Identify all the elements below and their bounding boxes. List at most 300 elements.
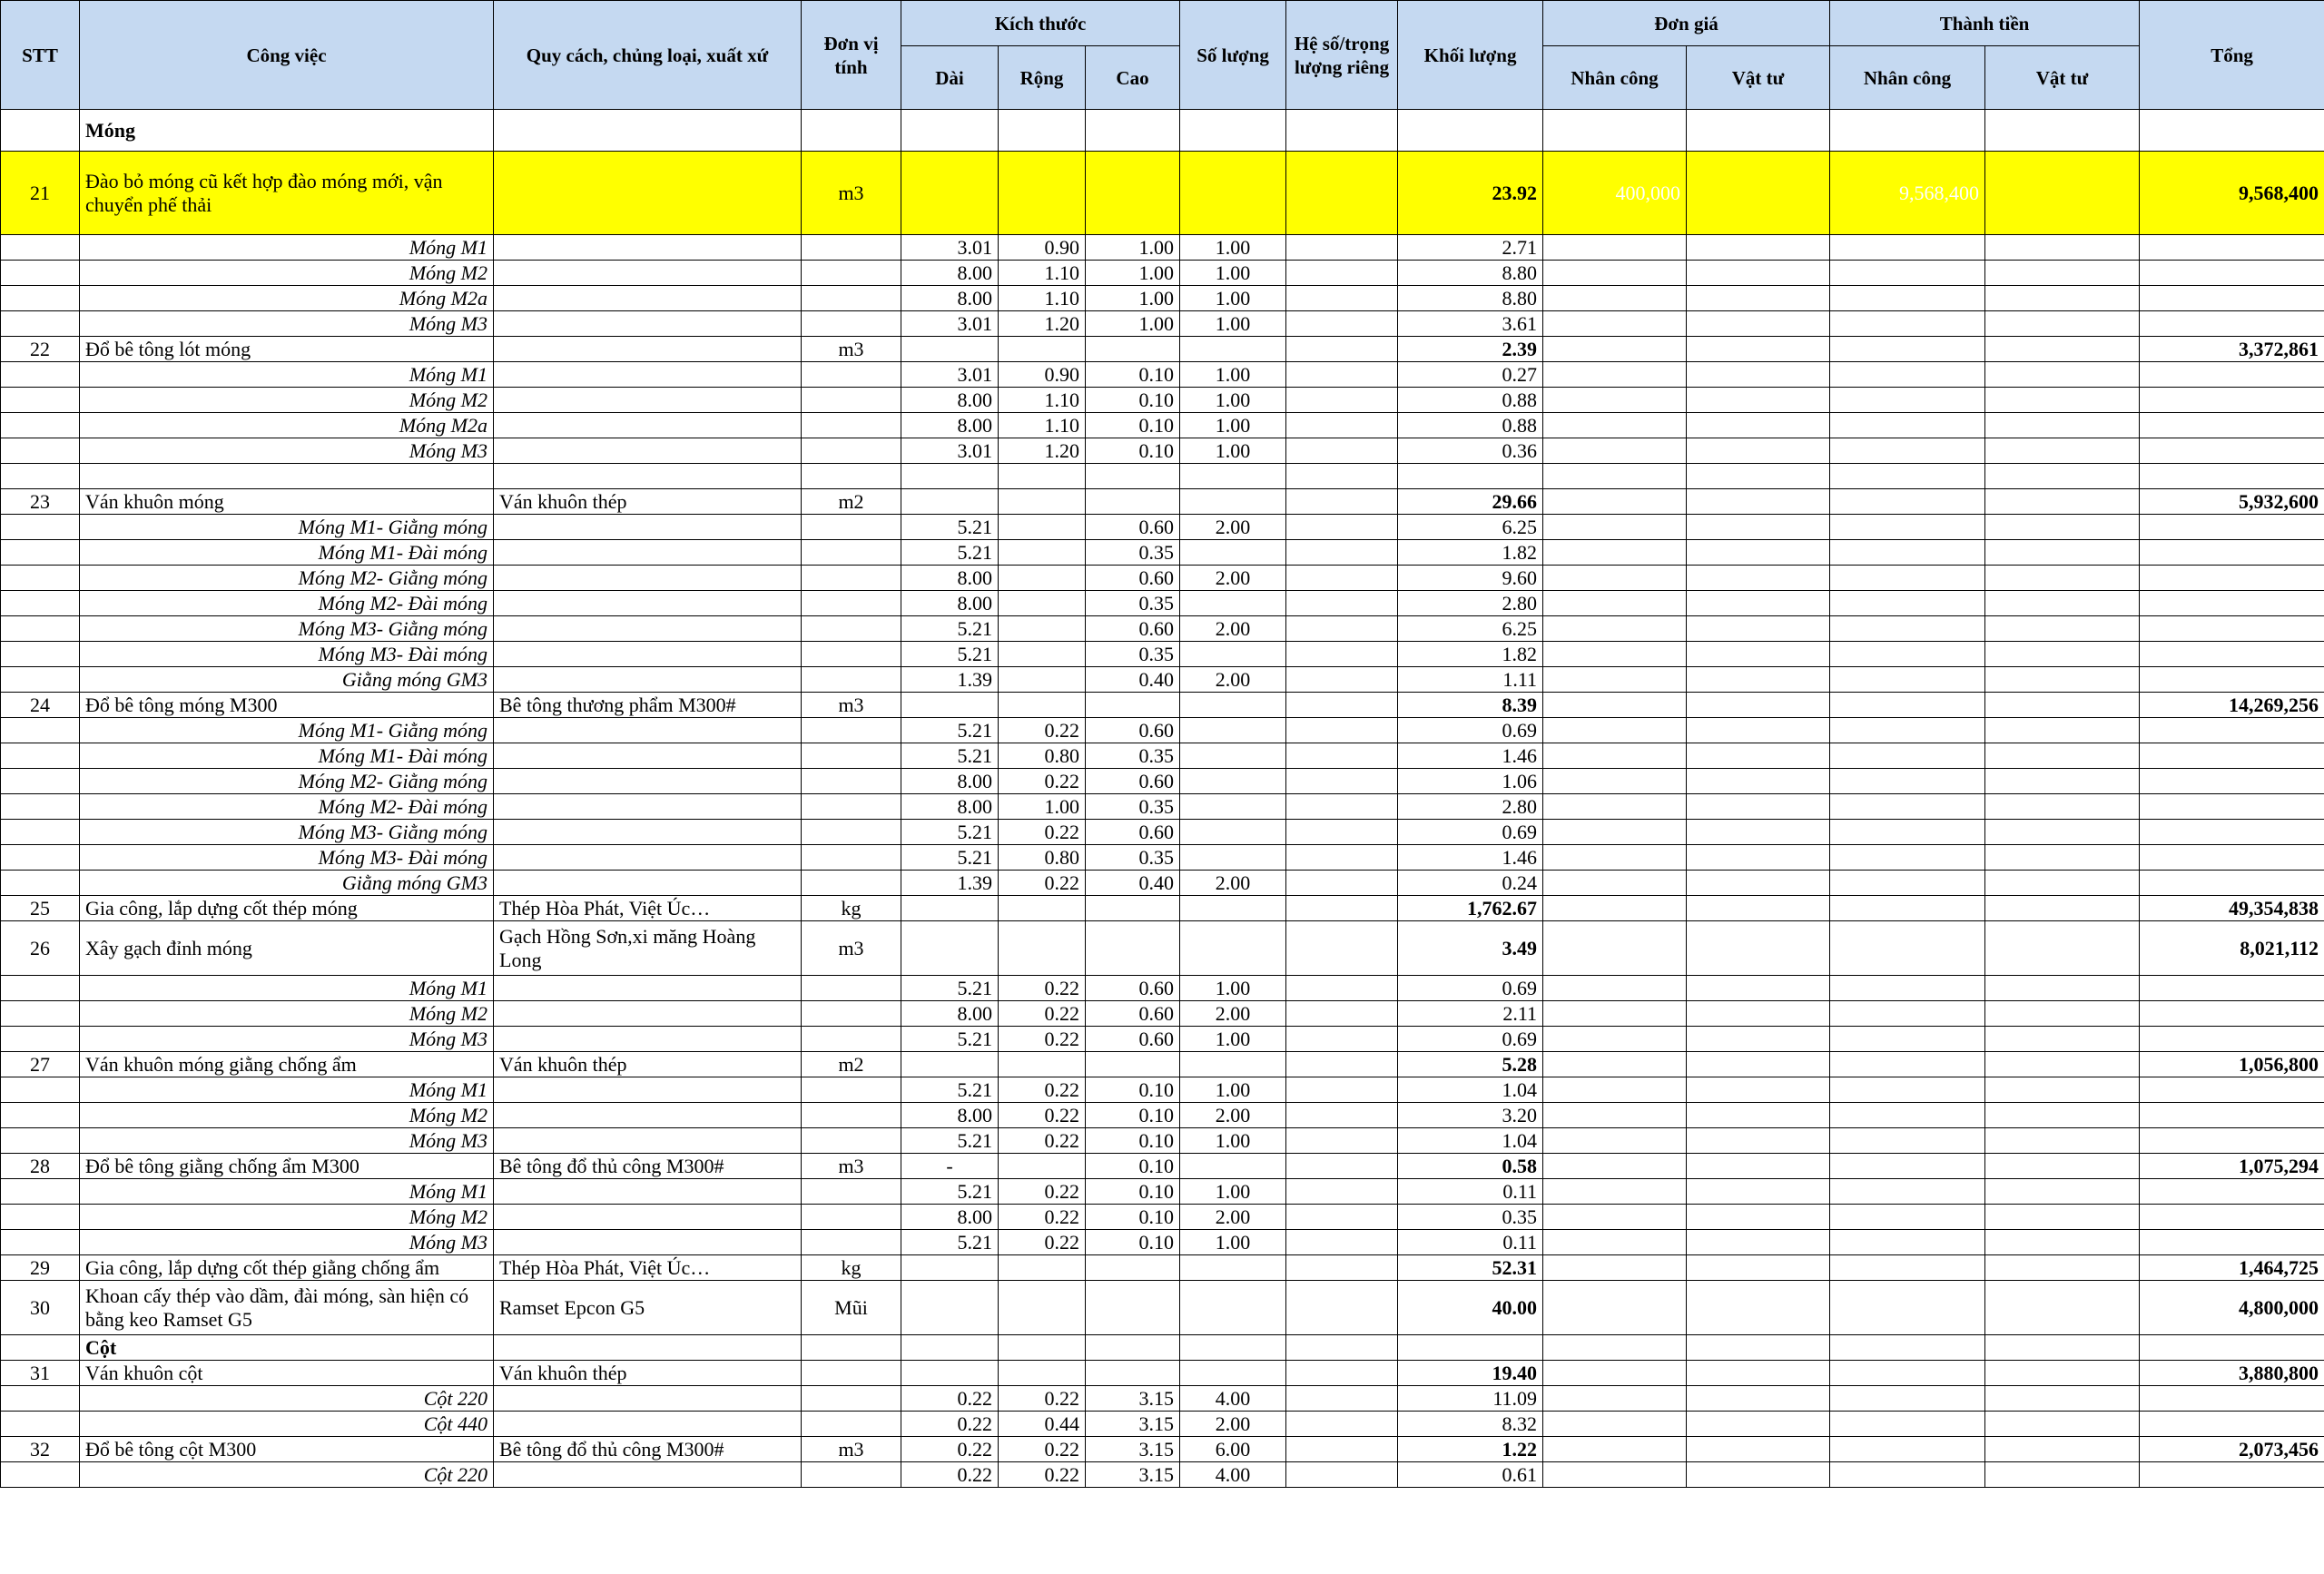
cell-quy-cach: Thép Hòa Phát, Việt Úc… (494, 1255, 802, 1281)
cell-so-luong: 1.00 (1180, 1027, 1286, 1052)
detail-row (1, 1205, 2324, 1230)
cell-don-gia-nhan-cong (1543, 794, 1687, 820)
cell-don-vi (802, 591, 901, 616)
cell-rong: 1.10 (999, 388, 1086, 413)
cell-thanh-tien-nhan-cong (1830, 1437, 1985, 1462)
cell-so-luong: 2.00 (1180, 1205, 1286, 1230)
cell-cong-viec: Cột 220 (80, 1462, 494, 1488)
cell-don-vi (802, 464, 901, 489)
cell-cao: 1.00 (1086, 261, 1180, 286)
cell-khoi-luong: 3.20 (1398, 1103, 1543, 1128)
section-row (1, 110, 2324, 152)
cell-dai (901, 1361, 999, 1386)
cell-stt (1, 515, 80, 540)
cell-don-gia-vat-tu (1687, 235, 1830, 261)
cell-tong (2140, 845, 2324, 871)
cell-don-vi (802, 1077, 901, 1103)
cell-thanh-tien-vat-tu (1985, 1128, 2140, 1154)
cell-cong-viec: Móng M1 (80, 1077, 494, 1103)
cell-cao (1086, 152, 1180, 235)
cell-don-gia-nhan-cong (1543, 286, 1687, 311)
cell-he-so (1286, 1361, 1398, 1386)
cell-cong-viec: Đổ bê tông móng M300 (80, 693, 494, 718)
cell-don-gia-vat-tu (1687, 591, 1830, 616)
cell-quy-cach (494, 642, 802, 667)
cell-khoi-luong: 2.11 (1398, 1001, 1543, 1027)
cell-dai: 1.39 (901, 667, 999, 693)
cell-quy-cach (494, 1386, 802, 1412)
detail-row (1, 616, 2324, 642)
cell-don-gia-nhan-cong (1543, 896, 1687, 921)
cell-don-vi (802, 261, 901, 286)
cell-don-gia-nhan-cong (1543, 1179, 1687, 1205)
cell-tong (2140, 110, 2324, 152)
cell-cao: 0.35 (1086, 591, 1180, 616)
cell-dai (901, 110, 999, 152)
cell-he-so (1286, 1128, 1398, 1154)
cell-he-so (1286, 896, 1398, 921)
cell-tong (2140, 769, 2324, 794)
cell-stt (1, 667, 80, 693)
cell-so-luong: 6.00 (1180, 1437, 1286, 1462)
cell-don-vi (802, 616, 901, 642)
cell-rong: 0.22 (999, 1437, 1086, 1462)
cell-don-vi (802, 1027, 901, 1052)
cell-cao (1086, 1361, 1180, 1386)
cell-cao: 0.40 (1086, 667, 1180, 693)
cell-thanh-tien-vat-tu (1985, 896, 2140, 921)
cell-cao: 3.15 (1086, 1412, 1180, 1437)
cell-he-so (1286, 1154, 1398, 1179)
cell-cong-viec: Móng M2a (80, 286, 494, 311)
cell-khoi-luong: 0.27 (1398, 362, 1543, 388)
detail-row (1, 591, 2324, 616)
cell-he-so (1286, 1001, 1398, 1027)
cell-don-gia-nhan-cong (1543, 1361, 1687, 1386)
cell-don-gia-nhan-cong (1543, 667, 1687, 693)
cell-rong (999, 1335, 1086, 1361)
cell-thanh-tien-nhan-cong (1830, 1462, 1985, 1488)
cell-cong-viec: Móng M3 (80, 1128, 494, 1154)
detail-row (1, 1412, 2324, 1437)
cell-thanh-tien-nhan-cong (1830, 1179, 1985, 1205)
cell-so-luong: 2.00 (1180, 1412, 1286, 1437)
cell-khoi-luong (1398, 110, 1543, 152)
cell-stt (1, 261, 80, 286)
cell-don-vi (802, 438, 901, 464)
cell-dai: 5.21 (901, 515, 999, 540)
cell-thanh-tien-vat-tu (1985, 1052, 2140, 1077)
cell-stt (1, 1077, 80, 1103)
cell-rong (999, 896, 1086, 921)
cell-cong-viec: Móng M1 (80, 235, 494, 261)
cell-khoi-luong: 40.00 (1398, 1281, 1543, 1335)
cell-don-gia-nhan-cong (1543, 1205, 1687, 1230)
header-thanh-tien-vat-tu: Vật tư (1985, 46, 2140, 110)
cell-cong-viec: Móng M3 (80, 311, 494, 337)
cell-thanh-tien-vat-tu (1985, 1361, 2140, 1386)
cell-cao: 0.35 (1086, 642, 1180, 667)
cell-so-luong (1180, 540, 1286, 566)
cell-thanh-tien-vat-tu (1985, 1205, 2140, 1230)
cell-don-gia-vat-tu (1687, 438, 1830, 464)
cell-so-luong (1180, 845, 1286, 871)
cell-stt (1, 616, 80, 642)
detail-row (1, 311, 2324, 337)
cell-don-gia-vat-tu (1687, 1128, 1830, 1154)
cell-tong (2140, 976, 2324, 1001)
cell-he-so (1286, 718, 1398, 743)
cell-he-so (1286, 1386, 1398, 1412)
cell-stt (1, 1128, 80, 1154)
cell-cao: 0.10 (1086, 1205, 1180, 1230)
cell-rong (999, 1052, 1086, 1077)
cell-thanh-tien-nhan-cong (1830, 1154, 1985, 1179)
cell-tong (2140, 642, 2324, 667)
cell-don-gia-vat-tu (1687, 1230, 1830, 1255)
cell-he-so (1286, 616, 1398, 642)
cell-thanh-tien-nhan-cong (1830, 388, 1985, 413)
cell-don-gia-nhan-cong (1543, 1052, 1687, 1077)
cell-don-vi (802, 1179, 901, 1205)
cell-he-so (1286, 235, 1398, 261)
cell-tong (2140, 1412, 2324, 1437)
cell-don-gia-vat-tu (1687, 616, 1830, 642)
cell-cong-viec: Xây gạch đỉnh móng (80, 921, 494, 976)
header-cong-viec: Công việc (80, 1, 494, 110)
cell-don-gia-vat-tu (1687, 718, 1830, 743)
cell-don-vi (802, 1103, 901, 1128)
cell-tong: 2,073,456 (2140, 1437, 2324, 1462)
cell-dai: 5.21 (901, 820, 999, 845)
cell-thanh-tien-vat-tu (1985, 515, 2140, 540)
cell-he-so (1286, 311, 1398, 337)
cell-cong-viec: Gia công, lắp dựng cốt thép giằng chống ẩm (80, 1255, 494, 1281)
cell-so-luong: 1.00 (1180, 1077, 1286, 1103)
cell-dai: 8.00 (901, 413, 999, 438)
detail-row (1, 1179, 2324, 1205)
cell-don-vi (802, 1462, 901, 1488)
cell-stt (1, 743, 80, 769)
cell-thanh-tien-nhan-cong (1830, 1386, 1985, 1412)
cell-don-vi: kg (802, 896, 901, 921)
cell-rong (999, 642, 1086, 667)
cell-khoi-luong: 6.25 (1398, 616, 1543, 642)
cell-so-luong (1180, 820, 1286, 845)
cell-don-gia-vat-tu (1687, 311, 1830, 337)
cell-he-so (1286, 1437, 1398, 1462)
cell-he-so (1286, 413, 1398, 438)
cell-thanh-tien-nhan-cong (1830, 1205, 1985, 1230)
cell-cao (1086, 1335, 1180, 1361)
cell-khoi-luong: 0.35 (1398, 1205, 1543, 1230)
cell-quy-cach (494, 152, 802, 235)
cell-khoi-luong: 1.04 (1398, 1128, 1543, 1154)
cell-so-luong (1180, 769, 1286, 794)
cell-tong (2140, 566, 2324, 591)
cell-khoi-luong: 0.36 (1398, 438, 1543, 464)
cell-thanh-tien-vat-tu (1985, 489, 2140, 515)
cell-dai: 3.01 (901, 311, 999, 337)
cell-don-vi: m2 (802, 489, 901, 515)
cell-rong (999, 1154, 1086, 1179)
detail-row (1, 871, 2324, 896)
cell-don-gia-nhan-cong (1543, 616, 1687, 642)
cell-quy-cach (494, 540, 802, 566)
cell-stt: 22 (1, 337, 80, 362)
cell-don-gia-vat-tu (1687, 540, 1830, 566)
cell-thanh-tien-vat-tu (1985, 438, 2140, 464)
cell-dai: 8.00 (901, 1001, 999, 1027)
cell-quy-cach (494, 1335, 802, 1361)
cell-cao: 0.10 (1086, 362, 1180, 388)
cell-cong-viec: Móng M2- Đài móng (80, 794, 494, 820)
cell-quy-cach: Ván khuôn thép (494, 1361, 802, 1386)
cell-dai: 3.01 (901, 235, 999, 261)
cell-don-gia-vat-tu (1687, 1179, 1830, 1205)
cell-dai: 5.21 (901, 1128, 999, 1154)
cell-cao: 0.35 (1086, 540, 1180, 566)
cell-dai: 8.00 (901, 794, 999, 820)
cell-so-luong: 2.00 (1180, 1103, 1286, 1128)
cell-dai (901, 921, 999, 976)
cell-cao: 0.60 (1086, 820, 1180, 845)
cell-quy-cach: Gạch Hồng Sơn,xi măng Hoàng Long (494, 921, 802, 976)
cell-cong-viec: Đổ bê tông cột M300 (80, 1437, 494, 1462)
cell-khoi-luong: 8.32 (1398, 1412, 1543, 1437)
cell-tong: 1,056,800 (2140, 1052, 2324, 1077)
cell-quy-cach (494, 388, 802, 413)
cell-cao: 0.10 (1086, 438, 1180, 464)
cell-quy-cach (494, 1205, 802, 1230)
cell-he-so (1286, 976, 1398, 1001)
cell-don-vi (802, 718, 901, 743)
cell-thanh-tien-vat-tu (1985, 152, 2140, 235)
cell-cao: 0.10 (1086, 1077, 1180, 1103)
cell-cong-viec: Móng M2- Giằng móng (80, 566, 494, 591)
cell-cong-viec: Móng M3- Đài móng (80, 642, 494, 667)
cell-khoi-luong: 2.80 (1398, 591, 1543, 616)
cell-rong: 1.10 (999, 261, 1086, 286)
cell-cao: 3.15 (1086, 1386, 1180, 1412)
cell-rong: 1.20 (999, 311, 1086, 337)
cell-so-luong (1180, 794, 1286, 820)
cell-rong: 0.22 (999, 718, 1086, 743)
cell-dai (901, 1281, 999, 1335)
cell-don-gia-vat-tu (1687, 1027, 1830, 1052)
cell-cong-viec: Móng M2- Đài móng (80, 591, 494, 616)
cell-cong-viec: Móng M2 (80, 1001, 494, 1027)
cell-cong-viec: Móng M2 (80, 261, 494, 286)
cell-cong-viec: Móng M1- Đài móng (80, 743, 494, 769)
cell-stt (1, 871, 80, 896)
cell-khoi-luong (1398, 464, 1543, 489)
cell-thanh-tien-vat-tu (1985, 976, 2140, 1001)
cell-quy-cach (494, 743, 802, 769)
cell-thanh-tien-nhan-cong (1830, 820, 1985, 845)
cell-so-luong: 1.00 (1180, 413, 1286, 438)
cell-tong (2140, 438, 2324, 464)
cell-don-gia-vat-tu (1687, 667, 1830, 693)
cell-rong: 0.22 (999, 769, 1086, 794)
cell-dai: 0.22 (901, 1462, 999, 1488)
cell-rong: 0.22 (999, 1001, 1086, 1027)
table-row (1, 337, 2324, 362)
cell-he-so (1286, 693, 1398, 718)
cell-don-gia-vat-tu (1687, 413, 1830, 438)
cell-thanh-tien-vat-tu (1985, 464, 2140, 489)
cell-dai (901, 1335, 999, 1361)
cell-khoi-luong: 29.66 (1398, 489, 1543, 515)
cell-so-luong: 2.00 (1180, 566, 1286, 591)
cell-he-so (1286, 769, 1398, 794)
cell-rong: 0.22 (999, 1230, 1086, 1255)
cell-stt (1, 540, 80, 566)
cell-don-gia-vat-tu (1687, 1386, 1830, 1412)
cell-quy-cach (494, 794, 802, 820)
cell-dai: 5.21 (901, 616, 999, 642)
cell-dai (901, 152, 999, 235)
cell-so-luong: 1.00 (1180, 976, 1286, 1001)
cell-cao: 0.60 (1086, 1001, 1180, 1027)
cell-so-luong (1180, 1335, 1286, 1361)
cell-he-so (1286, 1077, 1398, 1103)
cell-don-gia-vat-tu (1687, 464, 1830, 489)
cell-khoi-luong: 2.80 (1398, 794, 1543, 820)
cell-so-luong (1180, 1052, 1286, 1077)
cell-stt (1, 1027, 80, 1052)
cell-don-vi (802, 1386, 901, 1412)
cell-dai: 3.01 (901, 438, 999, 464)
cell-cao: 3.15 (1086, 1462, 1180, 1488)
cell-khoi-luong: 0.69 (1398, 1027, 1543, 1052)
cell-rong: 0.22 (999, 1027, 1086, 1052)
cell-cong-viec: Cột 220 (80, 1386, 494, 1412)
table-row (1, 693, 2324, 718)
cell-cong-viec: Giằng móng GM3 (80, 871, 494, 896)
detail-row (1, 540, 2324, 566)
cell-thanh-tien-vat-tu (1985, 1001, 2140, 1027)
cell-dai (901, 464, 999, 489)
cell-cong-viec: Móng M3 (80, 1027, 494, 1052)
cell-don-gia-vat-tu (1687, 1335, 1830, 1361)
cell-he-so (1286, 871, 1398, 896)
cell-don-gia-vat-tu (1687, 845, 1830, 871)
cell-he-so (1286, 152, 1398, 235)
cell-thanh-tien-nhan-cong (1830, 110, 1985, 152)
cell-he-so (1286, 591, 1398, 616)
cell-don-vi: m3 (802, 921, 901, 976)
detail-row (1, 845, 2324, 871)
cell-don-vi (802, 286, 901, 311)
cell-rong (999, 693, 1086, 718)
cell-cong-viec: Móng M1 (80, 1179, 494, 1205)
cell-quy-cach (494, 1001, 802, 1027)
cell-rong: 0.90 (999, 235, 1086, 261)
cell-dai (901, 896, 999, 921)
header-tong: Tổng (2140, 1, 2324, 110)
cell-don-gia-vat-tu (1687, 1077, 1830, 1103)
cell-dai: 8.00 (901, 1103, 999, 1128)
cell-quy-cach (494, 1230, 802, 1255)
cell-so-luong (1180, 1281, 1286, 1335)
cell-he-so (1286, 667, 1398, 693)
cell-don-gia-vat-tu (1687, 489, 1830, 515)
cell-thanh-tien-vat-tu (1985, 235, 2140, 261)
cell-rong: 0.22 (999, 1205, 1086, 1230)
cell-cong-viec: Móng M1 (80, 976, 494, 1001)
cell-don-vi (802, 413, 901, 438)
cell-quy-cach: Bê tông đổ thủ công M300# (494, 1437, 802, 1462)
cell-don-vi (802, 1230, 901, 1255)
cell-don-vi (802, 769, 901, 794)
cell-dai: 5.21 (901, 1027, 999, 1052)
cell-stt (1, 845, 80, 871)
cell-tong (2140, 1077, 2324, 1103)
cell-khoi-luong: 8.80 (1398, 286, 1543, 311)
cell-so-luong (1180, 693, 1286, 718)
table-row (1, 489, 2324, 515)
cell-thanh-tien-nhan-cong (1830, 489, 1985, 515)
cell-he-so (1286, 1052, 1398, 1077)
sheet-body (1, 110, 2324, 1488)
cell-tong (2140, 591, 2324, 616)
cell-thanh-tien-nhan-cong (1830, 693, 1985, 718)
cell-quy-cach (494, 286, 802, 311)
cell-tong: 1,464,725 (2140, 1255, 2324, 1281)
cell-khoi-luong: 0.69 (1398, 718, 1543, 743)
cell-stt: 31 (1, 1361, 80, 1386)
cell-don-gia-vat-tu (1687, 1154, 1830, 1179)
cell-thanh-tien-vat-tu (1985, 1386, 2140, 1412)
cell-don-gia-vat-tu (1687, 388, 1830, 413)
cell-thanh-tien-nhan-cong (1830, 845, 1985, 871)
cell-don-gia-nhan-cong (1543, 1255, 1687, 1281)
cell-thanh-tien-vat-tu (1985, 110, 2140, 152)
cell-thanh-tien-nhan-cong (1830, 591, 1985, 616)
sheet-header (1, 1, 2324, 110)
cell-cong-viec: Móng M2 (80, 1103, 494, 1128)
cell-he-so (1286, 1230, 1398, 1255)
cell-rong: 0.22 (999, 976, 1086, 1001)
cell-rong: 0.22 (999, 820, 1086, 845)
cell-tong (2140, 794, 2324, 820)
cell-don-gia-nhan-cong (1543, 1230, 1687, 1255)
cell-so-luong: 1.00 (1180, 261, 1286, 286)
cell-he-so (1286, 1335, 1398, 1361)
cell-don-vi (802, 1001, 901, 1027)
cell-khoi-luong: 2.39 (1398, 337, 1543, 362)
cell-thanh-tien-vat-tu (1985, 540, 2140, 566)
cell-khoi-luong: 0.69 (1398, 820, 1543, 845)
cell-so-luong (1180, 110, 1286, 152)
cell-don-gia-nhan-cong (1543, 1154, 1687, 1179)
cell-don-gia-vat-tu (1687, 337, 1830, 362)
cell-so-luong: 1.00 (1180, 286, 1286, 311)
cell-so-luong (1180, 642, 1286, 667)
cell-thanh-tien-vat-tu (1985, 286, 2140, 311)
cell-so-luong: 2.00 (1180, 616, 1286, 642)
cell-dai: 8.00 (901, 769, 999, 794)
cell-thanh-tien-nhan-cong (1830, 1052, 1985, 1077)
cell-cong-viec: Ván khuôn móng giằng chống ẩm (80, 1052, 494, 1077)
cell-cong-viec: Móng M2 (80, 388, 494, 413)
cell-khoi-luong: 52.31 (1398, 1255, 1543, 1281)
cell-don-gia-nhan-cong (1543, 1386, 1687, 1412)
cell-dai: 5.21 (901, 540, 999, 566)
header-so-luong: Số lượng (1180, 1, 1286, 110)
header-dai: Dài (901, 46, 999, 110)
